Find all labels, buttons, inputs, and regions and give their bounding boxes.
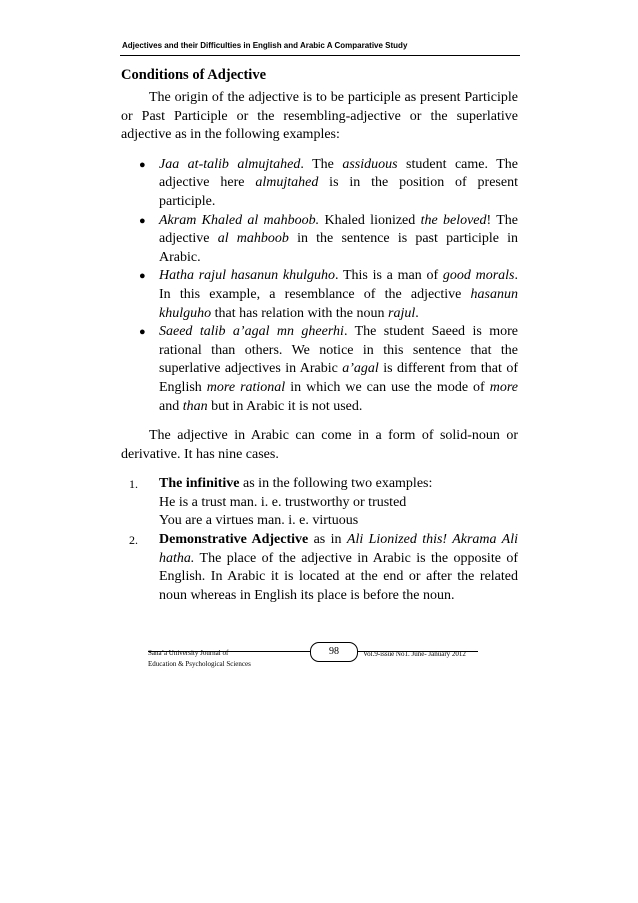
item-number: 1. bbox=[129, 477, 138, 492]
list-item: ● Jaa at-talib almujtahed. The assiduous student came. The adjective here almujtahed is in the position of present participle. bbox=[139, 156, 518, 209]
section-heading: Conditions of Adjective bbox=[121, 67, 266, 83]
intro-paragraph: The origin of the adjective is to be participle as present Participle or Past Participle or the resembling-adjective or the superlative adjective as in the following examples: bbox=[121, 90, 518, 143]
item-number: 2. bbox=[129, 533, 138, 548]
list-item: 2. Demonstrative Adjective as in Ali Lionized this! Akrama Ali hatha. The place of the adjective in Arabic is the opposite of English. In Arabic it is located at the end or after the related noun whereas in English its place is before the noun. bbox=[129, 532, 518, 603]
case-title: The infinitive bbox=[159, 476, 240, 492]
list-item: ● Akram Khaled al mahboob. Khaled lionized the beloved! The adjective al mahboob in the sentence is past participle in Arabic. bbox=[139, 212, 519, 265]
page-footer bbox=[148, 648, 478, 678]
examples-list bbox=[121, 156, 518, 416]
issue-info: Vol.9-issue No1. June- January 2012 bbox=[363, 650, 466, 658]
cases-list bbox=[121, 475, 518, 605]
cases-intro-paragraph: The adjective in Arabic can come in a form of solid-noun or derivative. It has nine cases. bbox=[121, 428, 518, 462]
journal-name: Sana’a University Journal of Education & Psychological Sciences bbox=[148, 649, 251, 668]
list-item: 1. The infinitive as in the following two examples: He is a trust man. i. e. trustworthy or trusted You are a virtues man. i. e. virtuous bbox=[129, 476, 433, 529]
bullet-icon: ● bbox=[139, 158, 146, 171]
bullet-icon: ● bbox=[139, 214, 146, 227]
list-item: ● Hatha rajul hasanun khulguho. This is a man of good morals. In this example, a resemblance of the adjective hasanun khulguho that has relation with the noun rajul. bbox=[139, 268, 518, 321]
page-number: 98 bbox=[310, 642, 358, 662]
running-title: Adjectives and their Difficulties in English and Arabic A Comparative Study bbox=[122, 41, 408, 50]
running-header bbox=[120, 39, 520, 56]
page-body bbox=[121, 66, 518, 605]
list-item: ● Saeed talib a’agal mn gheerhi. The student Saeed is more rational than others. We notice in this sentence that the superlative adjectives in Arabic a’agal is different from that of English more rational in which we can use the mode of more and than but in Arabic it is not used. bbox=[139, 324, 518, 414]
bullet-icon: ● bbox=[139, 326, 146, 339]
bullet-icon: ● bbox=[139, 270, 146, 283]
case-title: Demonstrative Adjective bbox=[159, 532, 309, 548]
